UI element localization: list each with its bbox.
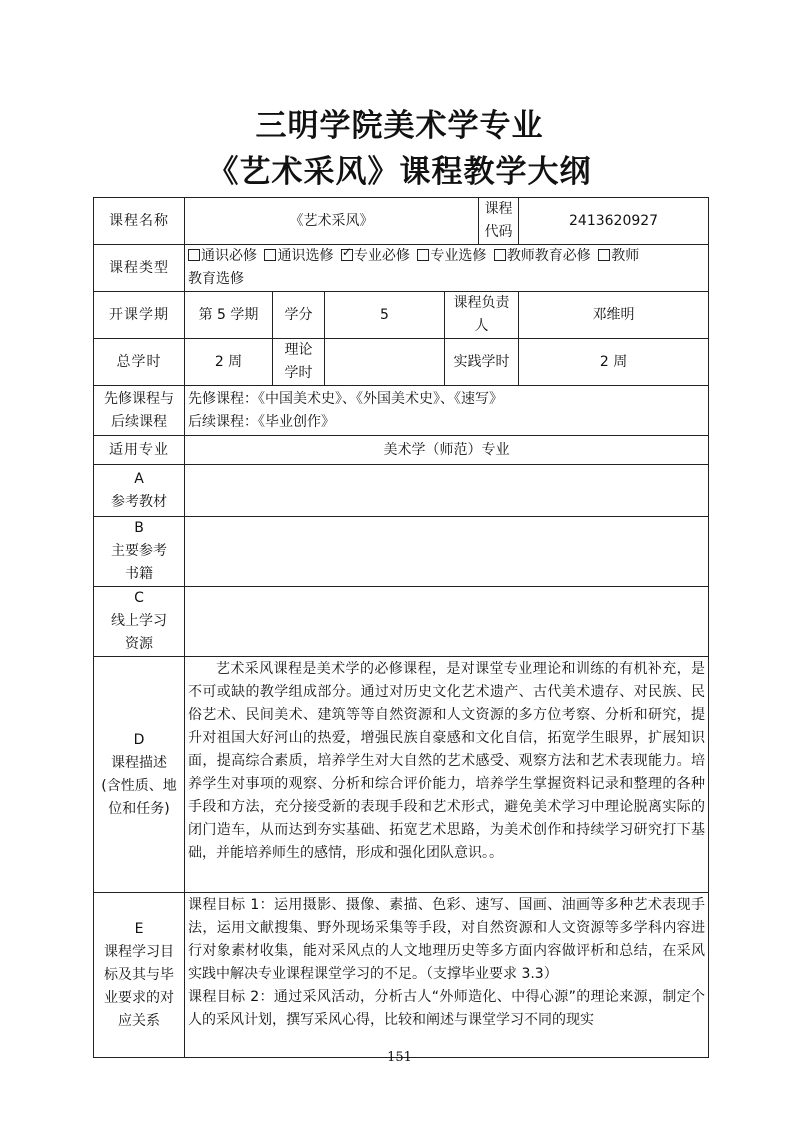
option-major-required[interactable]: ✓ 专业必修: [341, 248, 410, 264]
checked-checkbox-icon: [341, 249, 353, 261]
option-general-required[interactable]: 通识必修: [188, 248, 257, 264]
option-major-elective[interactable]: 专业选修: [417, 248, 486, 264]
theory-hours-value: [325, 339, 445, 386]
course-objectives-label: E 课程学习目 标及其与毕 业要求的对 应关系: [94, 893, 185, 1058]
reference-books-value: [185, 517, 709, 587]
row-course-name: [94, 198, 709, 245]
course-name-label: 课程名称: [94, 198, 185, 245]
course-goal-2: 课程目标 2：通过采风活动，分析古人“外师造化、中得心源”的理论来源，制定个人的采风计划，撰写采风心得，比较和阐述与课堂学习不同的现实: [188, 989, 706, 1028]
row-reference-textbook: [94, 465, 709, 517]
option-teacher-elective[interactable]: 教师: [598, 248, 639, 264]
row-prerequisites: [94, 386, 709, 436]
course-description-label: D 课程描述 (含性质、地 位和任务): [94, 657, 185, 893]
document-title-line1: 三明学院美术学专业: [255, 108, 544, 144]
course-outline-table: [93, 197, 709, 1058]
row-course-objectives: [94, 893, 709, 1058]
leader-label: 课程负责人: [445, 292, 519, 339]
online-resources-label: C 线上学习 资源: [94, 587, 185, 657]
row-reference-books: [94, 517, 709, 587]
option-teacher-required[interactable]: 教师教育必修: [494, 248, 591, 264]
total-hours-value: 2 周: [185, 339, 273, 386]
semester-label: 开课学期: [94, 292, 185, 339]
semester-value: 第 5 学期: [185, 292, 273, 339]
course-code-value: 2413620927: [519, 198, 709, 245]
practice-hours-label: 实践学时: [445, 339, 519, 386]
page-number: 151: [387, 1050, 412, 1065]
option-general-elective[interactable]: 通识选修: [264, 248, 333, 264]
row-course-type: [94, 245, 709, 292]
row-online-resources: [94, 587, 709, 657]
leader-value: 邓维明: [519, 292, 709, 339]
checkbox-icon: [417, 249, 429, 261]
course-name-value: 《艺术采风》: [185, 198, 479, 245]
option-teacher-elective-continued: 教育选修: [188, 271, 244, 287]
row-semester: [94, 292, 709, 339]
course-code-label: 课程 代码: [479, 198, 519, 245]
row-hours: [94, 339, 709, 386]
checkbox-icon: [598, 249, 610, 261]
prereq-label: 先修课程与 后续课程: [94, 386, 185, 436]
row-course-description: [94, 657, 709, 893]
total-hours-label: 总学时: [94, 339, 185, 386]
course-goal-1: 课程目标 1：运用摄影、摄像、素描、色彩、速写、国画、油画等多种艺术表现手法，运用文献搜集、野外现场采集等手段，对自然资源和人文资源等多学科内容进行对象素材收集，能对采风点的人文地理历史等多方面内容做评析和总结，在采风实践中解决专业课程课堂学习的不足。（支撑毕业要求 3.3）: [188, 897, 706, 982]
row-major: [94, 436, 709, 465]
checkbox-icon: [188, 249, 200, 261]
course-objectives-text: [185, 893, 709, 1058]
credit-value: 5: [325, 292, 445, 339]
major-label: 适用专业: [94, 436, 185, 465]
practice-hours-value: 2 周: [519, 339, 709, 386]
reference-textbook-label: A 参考教材: [94, 465, 185, 517]
credit-label: 学分: [273, 292, 325, 339]
course-type-options: [185, 245, 709, 292]
reference-books-label: B 主要参考 书籍: [94, 517, 185, 587]
theory-hours-label: 理论 学时: [273, 339, 325, 386]
checkbox-icon: [494, 249, 506, 261]
document-title-line2: 《艺术采风》课程教学大纲: [207, 154, 592, 190]
prereq-value: 先修课程：《中国美术史》、《外国美术史》、《速写》 后续课程：《毕业创作》: [185, 386, 709, 436]
checkbox-icon: [264, 249, 276, 261]
reference-textbook-value: [185, 465, 709, 517]
online-resources-value: [185, 587, 709, 657]
course-type-label: 课程类型: [94, 245, 185, 292]
course-description-text: 艺术采风课程是美术学的必修课程，是对课堂专业理论和训练的有机补充，是不可或缺的教学组成部分。通过对历史文化艺术遗产、古代美术遗存、对民族、民俗艺术、民间美术、建筑等等自然资源和人文资源的多方位考察、分析和研究，提升对祖国大好河山的热爱，增强民族自豪感和文化自信，拓宽学生眼界，扩展知识面，提高综合素质，培养学生对大自然的艺术感受、观察方法和艺术表现能力。培养学生对事项的观察、分析和综合评价能力，培养学生掌握资料记录和整理的各种手段和方法，充分接受新的表现手段和艺术形式，避免美术学习中理论脱离实际的闭门造车，从而达到夯实基础、拓宽艺术思路，为美术创作和持续学习研究打下基础，并能培养师生的感情，形成和强化团队意识。。: [185, 657, 709, 893]
major-value: 美术学（师范）专业: [185, 436, 709, 465]
